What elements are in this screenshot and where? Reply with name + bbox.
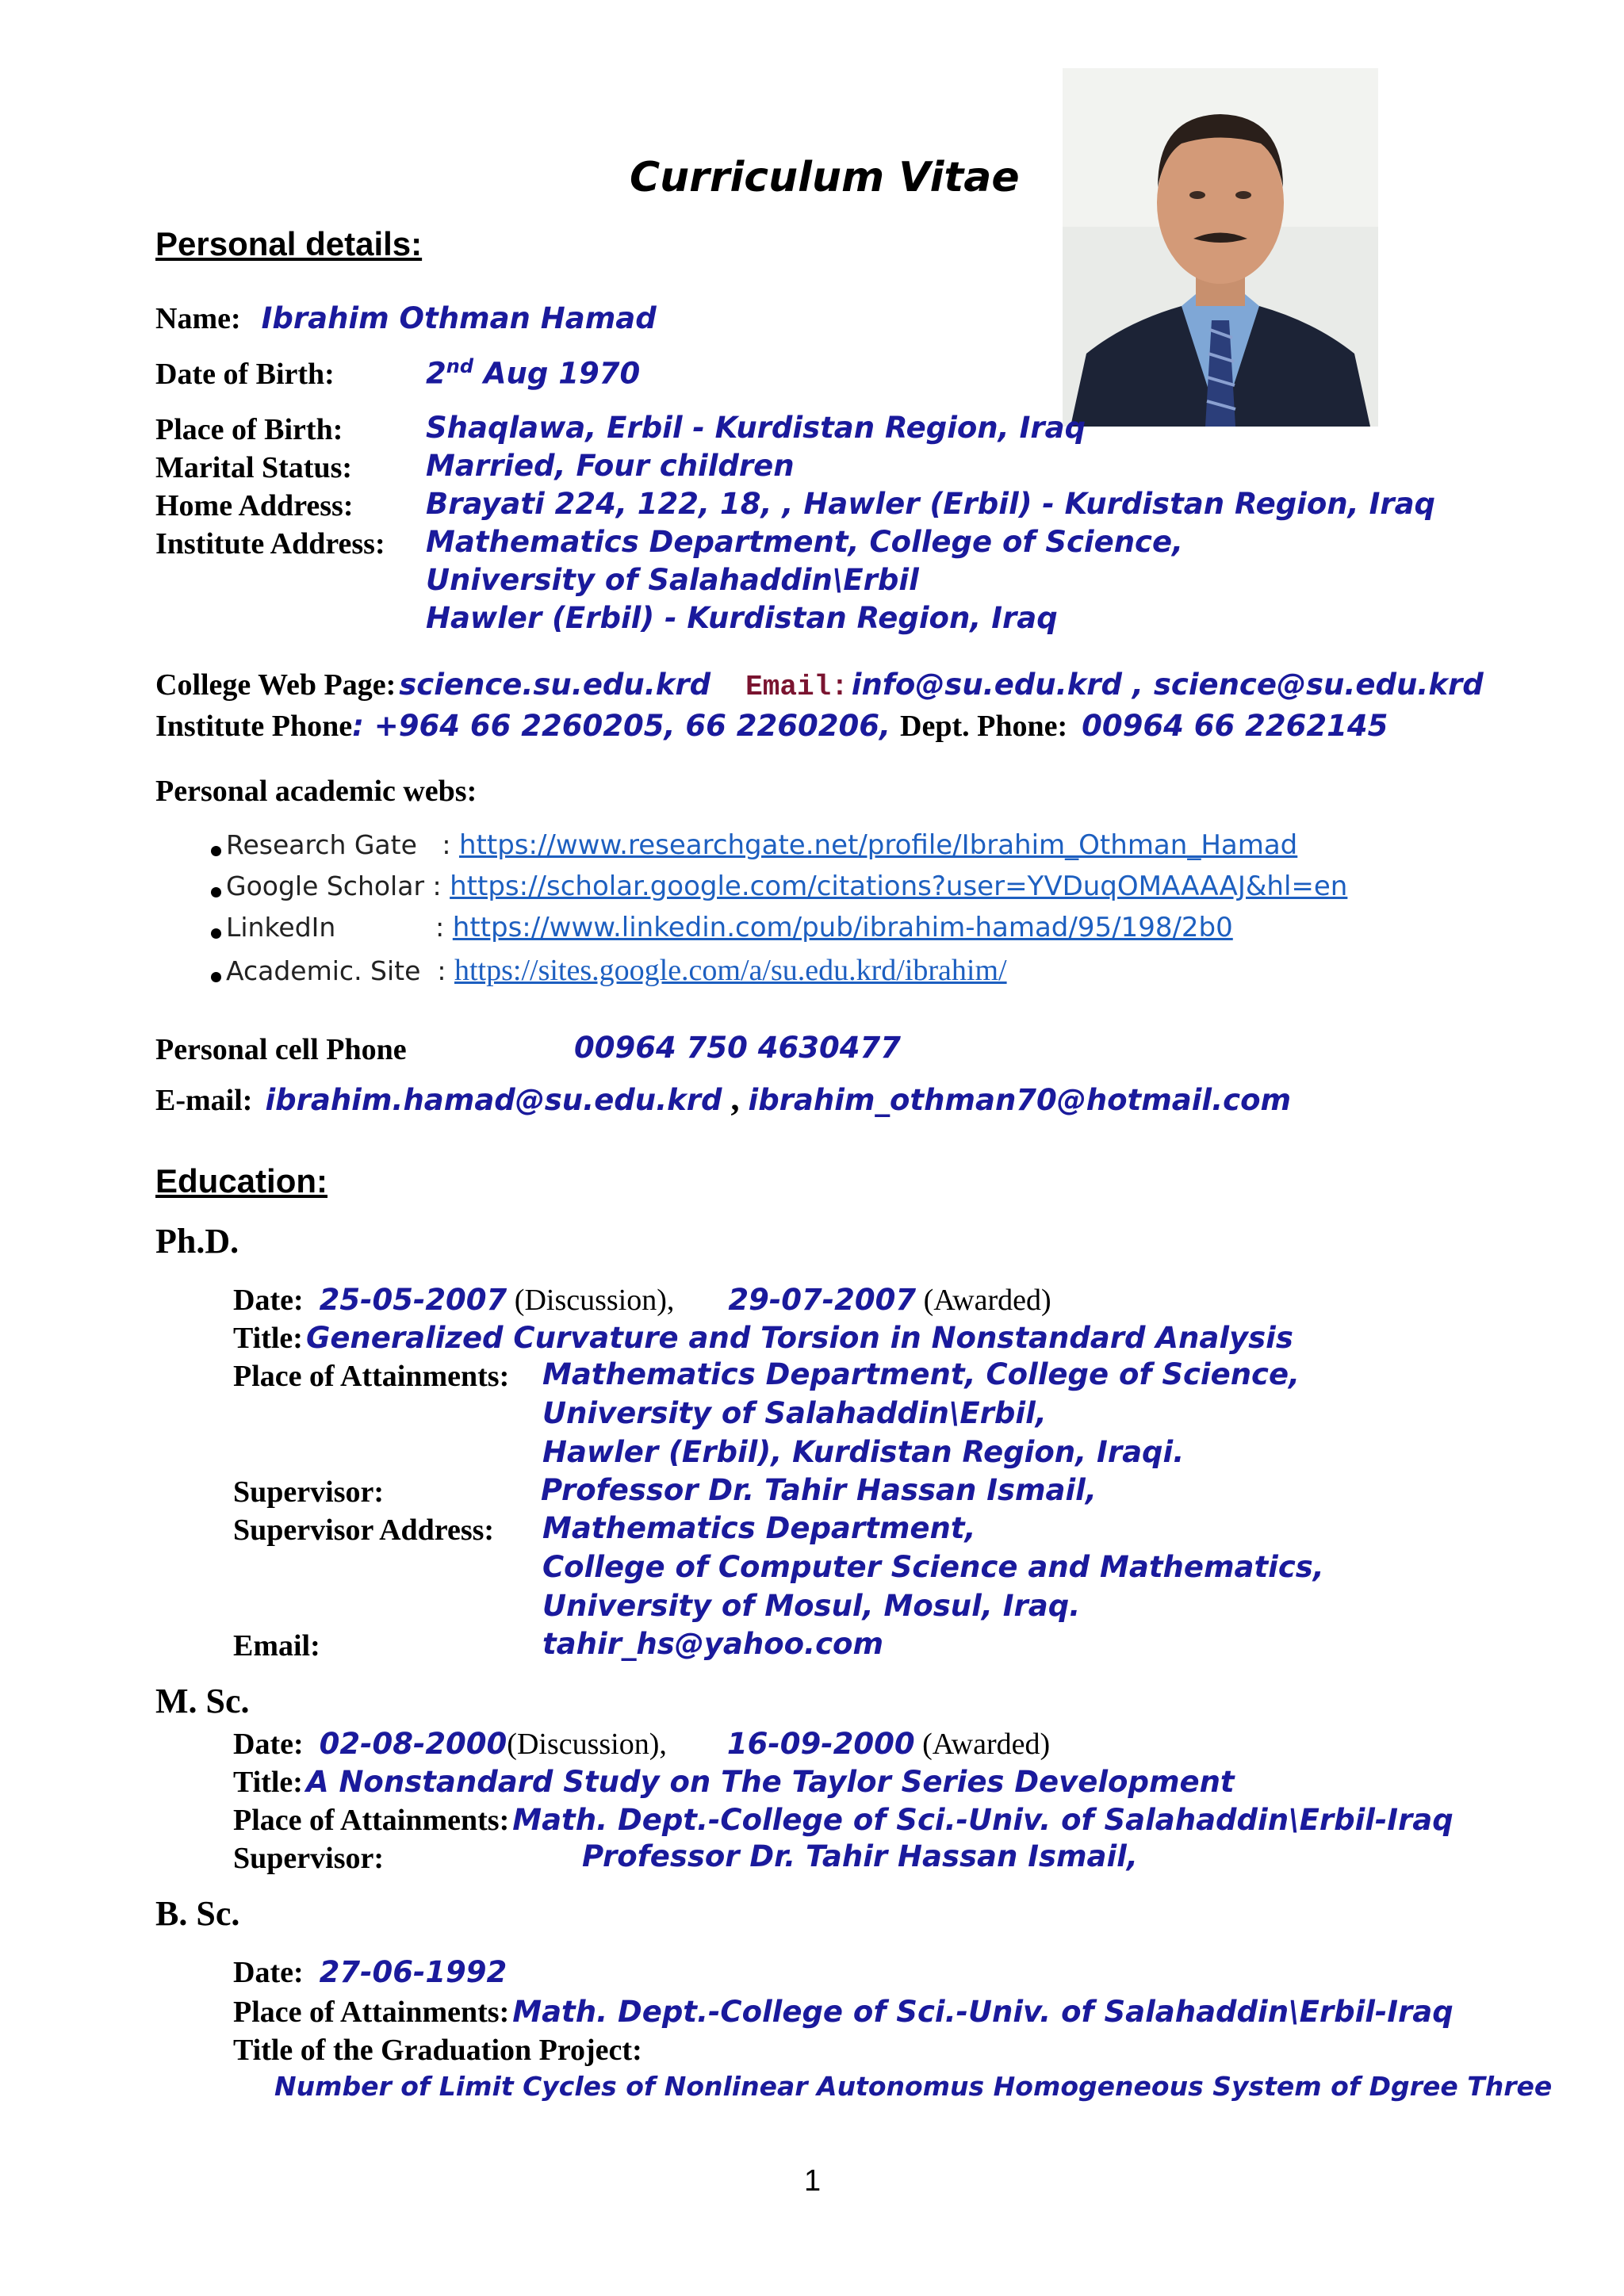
name-value: Ibrahim Othman Hamad: [261, 301, 657, 335]
page-title: Curriculum Vitae: [630, 154, 1020, 201]
phd-place-label: Place of Attainments:: [233, 1360, 510, 1393]
phd-place1: Mathematics Department, College of Science,: [542, 1357, 1300, 1391]
marital-value: Married, Four children: [426, 449, 795, 483]
web-label: College Web Page:: [155, 668, 396, 702]
web-row: [155, 668, 1484, 703]
bsc-date-label: Date:: [233, 1956, 304, 1989]
phd-place3: Hawler (Erbil), Kurdistan Region, Iraqi.: [542, 1435, 1185, 1469]
pob-value: Shaqlawa, Erbil - Kurdistan Region, Iraq: [426, 411, 1086, 445]
marital-label: Marital Status:: [155, 451, 353, 484]
msc-title-value: A Nonstandard Study on The Taylor Series Development: [305, 1765, 1235, 1799]
web-item-label: Research Gate :: [226, 829, 459, 860]
dob-value: [426, 355, 640, 390]
phone-row: [155, 709, 1388, 744]
inst-line2: University of Salahaddin\Erbil: [426, 563, 919, 597]
profile-photo: [1063, 68, 1378, 427]
msc-title-row: [233, 1765, 1235, 1800]
phd-title-value: Generalized Curvature and Torsion in Nonstandard Analysis: [305, 1321, 1293, 1355]
dob-sup: nd: [446, 355, 474, 377]
msc-date-label: Date:: [233, 1728, 304, 1761]
home-value: Brayati 224, 122, 18, , Hawler (Erbil) - Kurdistan Region, Iraq: [426, 487, 1436, 521]
page-number: 1: [804, 2164, 822, 2198]
contact-email1[interactable]: ibrahim.hamad@su.edu.krd: [265, 1083, 722, 1117]
msc-sup-label: Supervisor:: [233, 1842, 384, 1875]
contact-email-label: E-mail:: [155, 1084, 253, 1117]
phd-email-value: tahir_hs@yahoo.com: [542, 1627, 884, 1661]
inst-line3: Hawler (Erbil) - Kurdistan Region, Iraq: [426, 601, 1058, 635]
phd-title-row: [233, 1321, 1293, 1356]
inst-label: Institute Address:: [155, 527, 385, 561]
researchgate-link[interactable]: https://www.researchgate.net/profile/Ibrahim_Othman_Hamad: [458, 829, 1298, 861]
dob-rest: Aug 1970: [473, 356, 641, 391]
bullet-icon: [211, 846, 221, 856]
phd-date1: 25-05-2007: [319, 1283, 508, 1317]
msc-heading: M. Sc.: [155, 1682, 250, 1720]
web-item-researchgate: [211, 829, 1297, 861]
phd-sup-value: Professor Dr. Tahir Hassan Ismail,: [541, 1473, 1097, 1507]
web-value: science.su.edu.krd: [399, 668, 711, 702]
section-heading-personal: Personal details:: [155, 225, 423, 262]
bsc-place-label: Place of Attainments:: [233, 1996, 510, 2029]
phd-sup-addr-label: Supervisor Address:: [233, 1513, 495, 1547]
web-item-label: Google Scholar :: [226, 871, 450, 901]
cell-value: 00964 750 4630477: [574, 1031, 901, 1065]
email-value: info@su.edu.krd , science@su.edu.krd: [851, 668, 1484, 702]
linkedin-link[interactable]: https://www.linkedin.com/pub/ibrahim-hamad/95/198/2b0: [452, 912, 1233, 943]
home-label: Home Address:: [155, 489, 354, 522]
scholar-link[interactable]: https://scholar.google.com/citations?user=YVDuqOMAAAAJ&hl=en: [450, 871, 1348, 902]
msc-title-label: Title:: [233, 1766, 303, 1799]
msc-date1-note: (Discussion),: [507, 1728, 667, 1761]
bsc-place-value: Math. Dept.-College of Sci.-Univ. of Salahaddin\Erbil-Iraq: [512, 1995, 1454, 2029]
contact-email2[interactable]: ibrahim_othman70@hotmail.com: [748, 1083, 1292, 1117]
cell-label: Personal cell Phone: [155, 1033, 407, 1066]
phd-heading: Ph.D.: [155, 1222, 239, 1261]
phd-date2: 29-07-2007: [728, 1283, 917, 1317]
bullet-icon: [211, 928, 221, 939]
msc-sup-value: Professor Dr. Tahir Hassan Ismail,: [582, 1839, 1138, 1873]
web-item-site: [211, 953, 1007, 988]
dept-phone-label: Dept. Phone:: [900, 710, 1068, 743]
bsc-heading: B. Sc.: [155, 1894, 240, 1933]
phd-date-label: Date:: [233, 1284, 304, 1317]
phone-value: : +964 66 2260205, 66 2260206,: [352, 709, 891, 743]
bsc-project-value: Number of Limit Cycles of Nonlinear Autonomus Homogeneous System of Dgree Three: [274, 2071, 1553, 2102]
web-item-linkedin: [211, 912, 1233, 943]
pob-label: Place of Birth:: [155, 413, 343, 446]
section-heading-education: Education:: [155, 1162, 327, 1200]
web-item-label: Academic. Site :: [226, 955, 454, 986]
bullet-icon: [211, 887, 221, 897]
email-label: Email:: [745, 671, 848, 703]
bsc-date-value: 27-06-1992: [319, 1955, 508, 1989]
phone-label: Institute Phone: [155, 710, 353, 743]
bsc-project-label: Title of the Graduation Project:: [233, 2034, 642, 2067]
email-separator: ,: [722, 1079, 749, 1118]
academic-webs-heading: Personal academic webs:: [155, 775, 477, 808]
dob-label: Date of Birth:: [155, 358, 335, 391]
academic-site-link[interactable]: https://sites.google.com/a/su.edu.krd/ibrahim/: [454, 954, 1007, 987]
msc-place-value: Math. Dept.-College of Sci.-Univ. of Salahaddin\Erbil-Iraq: [512, 1803, 1454, 1837]
dept-phone-value: 00964 66 2262145: [1082, 709, 1388, 743]
bsc-place-row: [233, 1995, 1454, 2030]
msc-date-row: [233, 1727, 1050, 1762]
phd-date1-note: (Discussion),: [507, 1284, 675, 1317]
phd-sup-addr3: University of Mosul, Mosul, Iraq.: [542, 1589, 1081, 1623]
phd-place2: University of Salahaddin\Erbil,: [542, 1396, 1047, 1430]
dob-day: 2: [426, 356, 446, 391]
bsc-date-row: [233, 1955, 507, 1990]
msc-place-label: Place of Attainments:: [233, 1804, 510, 1837]
phd-sup-addr1: Mathematics Department,: [542, 1511, 976, 1545]
msc-place-row: [233, 1803, 1454, 1838]
phd-date-row: [233, 1283, 1051, 1318]
msc-date1: 02-08-2000: [319, 1727, 508, 1761]
web-item-scholar: [211, 871, 1347, 902]
phd-sup-label: Supervisor:: [233, 1475, 384, 1509]
phd-email-label: Email:: [233, 1629, 320, 1663]
msc-date2: 16-09-2000: [726, 1727, 915, 1761]
msc-date2-note: (Awarded): [914, 1728, 1051, 1761]
name-row: [155, 301, 657, 336]
contact-email-row: [155, 1078, 1291, 1119]
phd-date2-note: (Awarded): [916, 1284, 1051, 1317]
web-item-label: LinkedIn :: [226, 912, 453, 943]
inst-line1: Mathematics Department, College of Science,: [426, 525, 1184, 559]
bullet-icon: [211, 972, 221, 982]
phd-title-label: Title:: [233, 1322, 303, 1355]
name-label: Name:: [155, 302, 241, 335]
phd-sup-addr2: College of Computer Science and Mathematics,: [542, 1550, 1324, 1584]
